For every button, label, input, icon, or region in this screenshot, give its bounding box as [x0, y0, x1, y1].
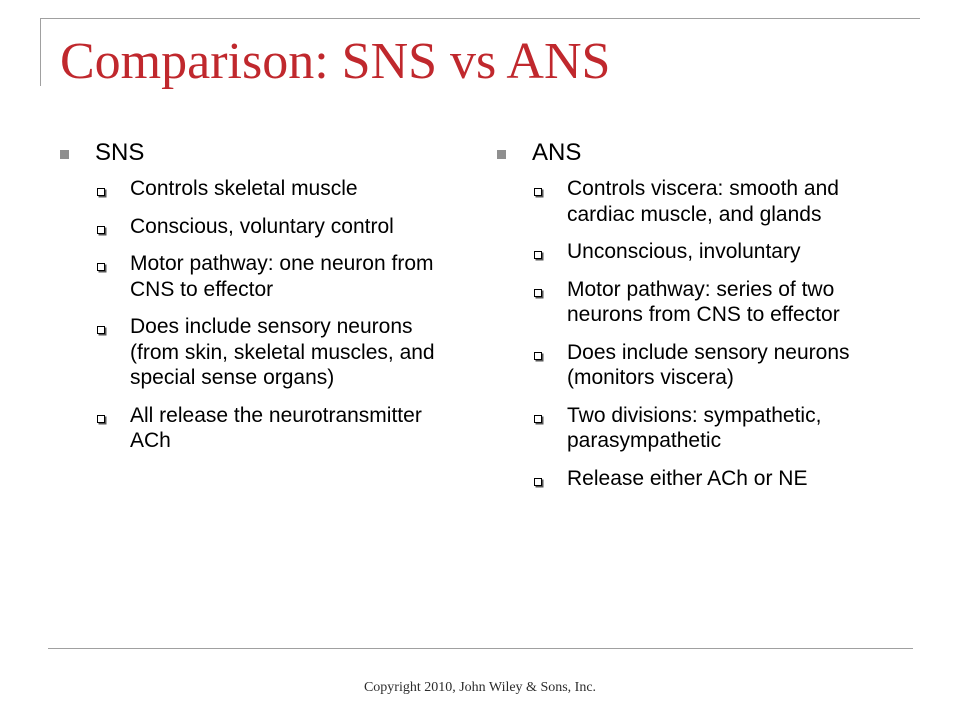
list-item-text: All release the neurotransmitter ACh	[130, 403, 422, 452]
hollow-square-bullet-icon	[97, 226, 105, 234]
list-item-text: Does include sensory neurons (from skin, skeletal muscles, and special sense organs)	[130, 315, 435, 389]
list-item	[60, 176, 460, 202]
hollow-square-bullet-icon	[534, 188, 542, 196]
list-item-text: Two divisions: sympathetic, parasympathetic	[567, 403, 822, 452]
list-item-text: Does include sensory neurons (monitors viscera)	[567, 340, 850, 389]
hollow-square-bullet-icon	[534, 478, 542, 486]
footer-divider	[48, 648, 913, 649]
list-item-text: Unconscious, involuntary	[567, 240, 801, 263]
sns-column	[60, 138, 460, 466]
ans-heading: ANS	[532, 139, 582, 166]
frame-top-line	[40, 18, 920, 19]
list-item	[497, 239, 907, 265]
list-item-text: Release either ACh or NE	[567, 466, 808, 490]
hollow-square-bullet-icon	[97, 415, 105, 423]
list-item-text: Conscious, voluntary control	[130, 214, 394, 238]
list-item	[497, 176, 907, 227]
hollow-square-bullet-icon	[534, 352, 542, 360]
copyright-footer: Copyright 2010, John Wiley & Sons, Inc.	[363, 680, 597, 695]
hollow-square-bullet-icon	[534, 415, 542, 423]
hollow-square-bullet-icon	[97, 263, 105, 271]
list-item-text: Motor pathway: one neuron from CNS to effector	[130, 252, 434, 301]
list-item	[497, 403, 907, 454]
hollow-square-bullet-icon	[97, 326, 105, 334]
list-item-text: Controls viscera: smooth and cardiac muscle, and glands	[567, 177, 839, 226]
list-item	[497, 466, 907, 492]
square-bullet-icon	[60, 150, 69, 159]
hollow-square-bullet-icon	[534, 251, 542, 259]
sns-heading: SNS	[95, 139, 145, 166]
list-item	[497, 340, 907, 391]
square-bullet-icon	[497, 150, 506, 159]
slide-title: Comparison: SNS vs ANS	[60, 33, 611, 90]
list-item	[60, 214, 460, 240]
list-item	[60, 403, 460, 454]
frame-left-line	[40, 18, 41, 86]
sns-list	[60, 176, 460, 454]
ans-list	[497, 176, 907, 491]
sns-heading-row	[60, 138, 460, 168]
ans-heading-row	[497, 138, 907, 168]
ans-column	[497, 138, 907, 503]
hollow-square-bullet-icon	[97, 188, 105, 196]
list-item-text: Motor pathway: series of two neurons from CNS to effector	[567, 277, 840, 326]
list-item	[60, 314, 460, 391]
list-item	[60, 251, 460, 302]
list-item	[497, 277, 907, 328]
hollow-square-bullet-icon	[534, 289, 542, 297]
list-item-text: Controls skeletal muscle	[130, 177, 358, 200]
